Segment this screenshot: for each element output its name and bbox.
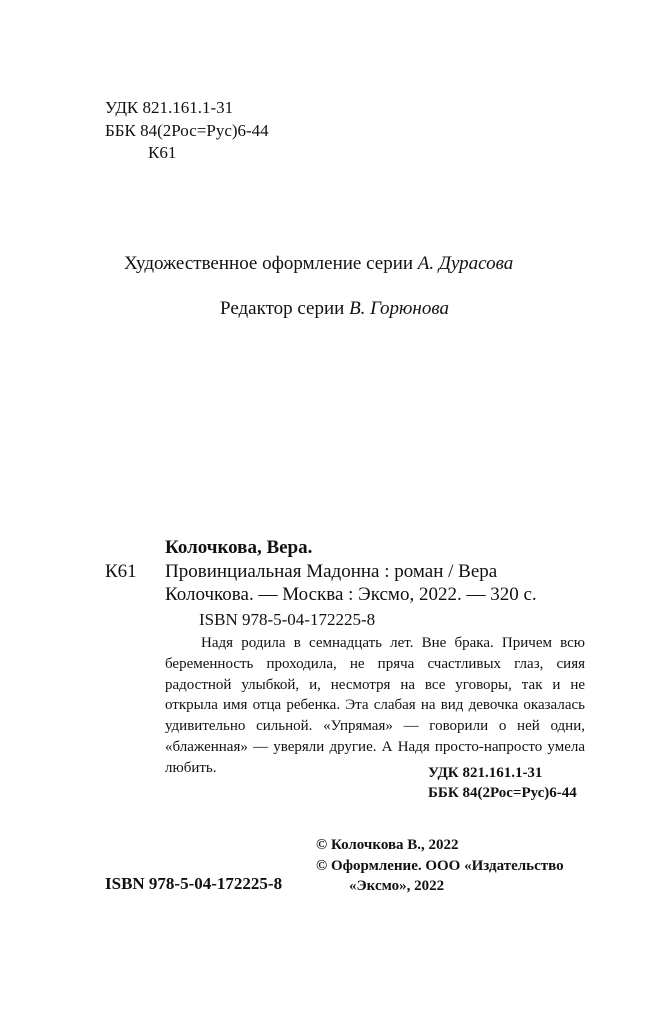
footer-isbn: ISBN 978-5-04-172225-8 — [105, 874, 283, 893]
author-mark: К61 — [148, 143, 177, 162]
record-bbk: ББК 84(2Рос=Рус)6-44 — [428, 785, 577, 801]
bbk-code: ББК 84(2Рос=Рус)6-44 — [105, 121, 269, 140]
editor-credit-name: В. Горюнова — [349, 298, 449, 319]
copyright-author: © Колочкова В., 2022 — [316, 837, 459, 853]
record-author-heading: Колочкова, Вера. — [165, 537, 313, 558]
record-isbn: ISBN 978-5-04-172225-8 — [199, 610, 376, 629]
design-credit — [124, 252, 513, 276]
editor-credit — [220, 297, 449, 321]
record-udk: УДК 821.161.1-31 — [428, 765, 543, 781]
record-title-line1: Провинциальная Мадонна : роман / Вера — [165, 561, 498, 582]
copyright-design-line1: © Оформление. ООО «Издательство — [316, 858, 564, 874]
design-credit-name: А. Дурасова — [417, 253, 514, 274]
editor-credit-label: Редактор серии — [220, 298, 345, 319]
record-title-line2: Колочкова. — Москва : Эксмо, 2022. — 320 с. — [165, 584, 537, 605]
design-credit-label: Художественное оформление серии — [124, 253, 414, 274]
copyright-design-line2: «Эксмо», 2022 — [349, 878, 445, 894]
record-mark: К61 — [105, 561, 137, 582]
udk-code: УДК 821.161.1-31 — [105, 98, 234, 117]
record-annotation: Надя родила в семнадцать лет. Вне брака. Причем всю беременность проходила, не пряча счастливых глаз, сияя радостной улыбкой, и, несмотря на все уговоры, так и не открыла имя отца ребенка. Эта слабая на вид девочка оказалась удивительно сильной. «Упрямая» — говорили о ней одни, «блаженная» — уверяли другие. А Надя просто-напросто умела любить. — [165, 635, 585, 776]
